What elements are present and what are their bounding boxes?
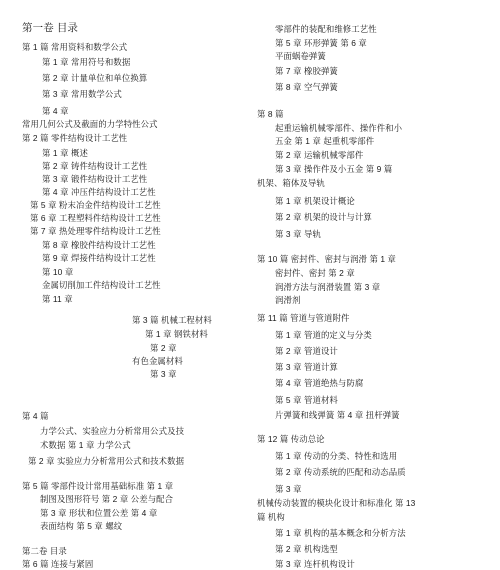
toc-chapter-entry: 第 2 章 实验应力分析常用公式和技术数据 bbox=[28, 456, 185, 466]
toc-part-heading: 第 10 篇 密封件、密封与润滑 第 1 章 bbox=[257, 254, 397, 264]
toc-chapter-entry: 第 1 章 钢铁材料 bbox=[145, 329, 208, 339]
toc-chapter-entry: 第 5 章 管道材料 bbox=[275, 395, 338, 405]
toc-chapter-entry: 第 2 章 传动系统的匹配和动态品质 bbox=[275, 467, 406, 477]
toc-part-heading: 第 6 篇 连接与紧固 bbox=[22, 559, 94, 569]
toc-chapter-entry: 第 9 章 焊接件结构设计工艺性 bbox=[42, 253, 156, 263]
toc-text-line: 金属切削加工件结构设计工艺性 bbox=[42, 280, 161, 290]
toc-chapter-entry: 第 2 章 机构选型 bbox=[275, 544, 338, 554]
toc-chapter-entry: 第 2 章 机架的设计与计算 bbox=[275, 212, 372, 222]
toc-part-heading: 篇 机构 bbox=[257, 512, 285, 522]
toc-text-line: 第 3 章 形状和位置公差 第 4 章 bbox=[40, 508, 158, 518]
toc-chapter-entry: 第 6 章 工程塑料件结构设计工艺性 bbox=[30, 213, 161, 223]
toc-text-line: 常用几何公式及截面的力学特性公式 bbox=[22, 119, 158, 129]
toc-text-line: 机械传动装置的模块化设计和标准化 第 13 bbox=[257, 498, 416, 508]
volume-heading: 第二卷 目录 bbox=[22, 546, 67, 556]
toc-chapter-entry: 第 3 章 导轨 bbox=[275, 229, 321, 239]
toc-part-heading: 第 1 篇 常用资料和数学公式 bbox=[22, 42, 128, 52]
toc-chapter-entry: 第 3 章 常用数学公式 bbox=[42, 89, 122, 99]
toc-chapter-entry: 第 7 章 橡胶弹簧 bbox=[275, 66, 338, 76]
toc-text-line: 机架、箱体及导轨 bbox=[257, 178, 325, 188]
toc-chapter-entry: 第 2 章 bbox=[150, 343, 177, 353]
toc-chapter-entry: 第 2 章 运输机械零部件 bbox=[275, 150, 364, 160]
toc-chapter-entry: 第 2 章 铸件结构设计工艺性 bbox=[42, 161, 148, 171]
toc-text-line: 五金 第 1 章 起重机零部件 bbox=[275, 136, 375, 146]
toc-chapter-entry: 第 4 章 冲压件结构设计工艺性 bbox=[42, 187, 156, 197]
toc-chapter-entry: 第 11 章 bbox=[42, 294, 73, 304]
toc-part-heading: 第 11 篇 管道与管道附件 bbox=[257, 313, 350, 323]
toc-text-line: 润滑方法与润滑装置 第 3 章 bbox=[275, 282, 381, 292]
toc-chapter-entry: 第 8 章 橡胶件结构设计工艺性 bbox=[42, 240, 156, 250]
toc-part-heading: 第 4 篇 bbox=[22, 411, 49, 421]
toc-part-heading: 第 3 篇 机械工程材料 bbox=[132, 315, 212, 325]
toc-chapter-entry: 第 1 章 管道的定义与分类 bbox=[275, 330, 372, 340]
toc-chapter-entry: 第 3 章 bbox=[275, 484, 302, 494]
toc-chapter-entry: 第 5 章 粉末冶金件结构设计工艺性 bbox=[30, 200, 161, 210]
toc-text-line: 润滑剂 bbox=[275, 295, 301, 305]
toc-chapter-entry: 第 1 章 传动的分类、特性和选用 bbox=[275, 451, 398, 461]
toc-chapter-entry: 第 3 章 bbox=[150, 369, 177, 379]
toc-chapter-entry: 第 2 章 管道设计 bbox=[275, 346, 338, 356]
toc-chapter-entry: 第 3 章 连杆机构设计 bbox=[275, 559, 355, 569]
toc-part-heading: 第 5 篇 零部件设计常用基础标准 第 1 章 bbox=[22, 481, 174, 491]
toc-chapter-entry: 第 7 章 热处理零件结构设计工艺性 bbox=[30, 226, 161, 236]
toc-part-heading: 第 12 篇 传动总论 bbox=[257, 434, 325, 444]
toc-chapter-entry: 第 1 章 机构的基本概念和分析方法 bbox=[275, 528, 406, 538]
toc-text-line: 力学公式、实验应力分析常用公式及技 bbox=[40, 426, 185, 436]
toc-part-heading: 第 8 篇 bbox=[257, 109, 284, 119]
toc-text-line: 密封件、密封 第 2 章 bbox=[275, 268, 355, 278]
toc-text-line: 起重运输机械零部件、操作件和小 bbox=[275, 123, 403, 133]
toc-chapter-entry: 第 1 章 机架设计概论 bbox=[275, 196, 355, 206]
toc-chapter-entry: 第 1 章 常用符号和数据 bbox=[42, 57, 131, 67]
toc-chapter-entry: 第 10 章 bbox=[42, 267, 74, 277]
toc-text-line: 表面结构 第 5 章 螺纹 bbox=[40, 521, 123, 531]
toc-chapter-entry: 第 2 章 计量单位和单位换算 bbox=[42, 73, 148, 83]
toc-title: 第一卷 目录 bbox=[22, 22, 79, 34]
toc-text-line: 术数据 第 1 章 力学公式 bbox=[40, 440, 131, 450]
toc-chapter-entry: 第 3 章 锻件结构设计工艺性 bbox=[42, 174, 148, 184]
toc-text-line: 有色金属材料 bbox=[132, 356, 183, 366]
toc-text-line: 片弹簧和线弹簧 第 4 章 扭杆弹簧 bbox=[275, 410, 400, 420]
toc-text-line: 零部件的装配和维修工艺性 bbox=[275, 24, 377, 34]
toc-part-heading: 第 2 篇 零件结构设计工艺性 bbox=[22, 133, 128, 143]
toc-chapter-entry: 第 1 章 概述 bbox=[42, 148, 88, 158]
toc-chapter-entry: 第 3 章 管道计算 bbox=[275, 362, 338, 372]
toc-text-line: 制图及图形符号 第 2 章 公差与配合 bbox=[40, 494, 174, 504]
toc-chapter-entry: 第 3 章 操作件及小五金 第 9 篇 bbox=[275, 164, 393, 174]
toc-text-line: 平面蜗卷弹簧 bbox=[275, 51, 326, 61]
toc-chapter-entry: 第 8 章 空气弹簧 bbox=[275, 82, 338, 92]
toc-chapter-entry: 第 5 章 环形弹簧 第 6 章 bbox=[275, 38, 367, 48]
toc-chapter-entry: 第 4 章 管道绝热与防腐 bbox=[275, 378, 364, 388]
toc-chapter-entry: 第 4 章 bbox=[42, 106, 69, 116]
